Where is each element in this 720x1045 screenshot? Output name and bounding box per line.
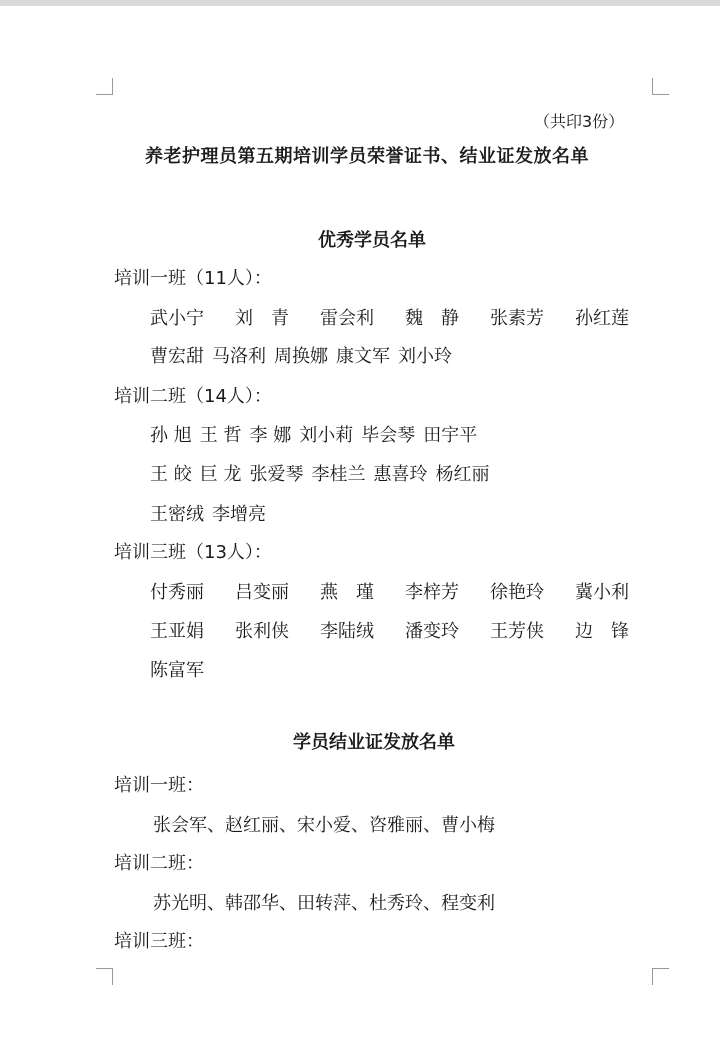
honor-class-2-row-1 (150, 423, 485, 449)
top-edge-bar (0, 0, 720, 6)
student-name: 徐艳玲 (490, 582, 544, 603)
student-name: 武小宁 (150, 308, 204, 329)
student-name: 曹宏甜 (150, 346, 204, 367)
student-name: 刘小玲 (398, 346, 452, 367)
student-name: 毕会琴 (361, 425, 416, 446)
student-name: 王 皎 (150, 464, 192, 485)
student-name: 张爱琴 (249, 464, 304, 485)
student-name: 边 锋 (575, 621, 629, 642)
student-name: 吕变丽 (235, 582, 289, 603)
student-name: 魏 静 (405, 308, 459, 329)
student-name: 李桂兰 (311, 464, 366, 485)
honor-class-2-label: 培训二班（14人）： (114, 386, 272, 407)
crop-mark-top-left (96, 78, 113, 95)
honor-class-1-label: 培训一班（11人）： (114, 268, 272, 289)
honor-class-1-row-2 (150, 344, 460, 370)
student-name: 杨红丽 (435, 464, 490, 485)
honor-class-2-row-3 (150, 502, 274, 528)
student-name: 刘 青 (235, 308, 289, 329)
certificate-class-1-label: 培训一班： (114, 775, 204, 796)
student-name: 雷会利 (320, 308, 374, 329)
student-name: 马洛利 (212, 346, 266, 367)
certificate-class-2-label: 培训二班： (114, 853, 204, 874)
student-name: 潘变玲 (405, 621, 459, 642)
certificate-class-1-names: 张会军、赵红丽、宋小爱、咨雅丽、曹小梅 (153, 815, 495, 836)
student-name: 康文军 (336, 346, 390, 367)
student-name: 王 哲 (199, 425, 242, 446)
honor-section-heading: 优秀学员名单 (318, 230, 426, 251)
student-name: 惠喜玲 (373, 464, 428, 485)
certificate-section-heading: 学员结业证发放名单 (293, 732, 455, 753)
student-name: 田宇平 (423, 425, 478, 446)
student-name: 李陆绒 (320, 621, 374, 642)
honor-class-3-row-2 (150, 619, 629, 645)
student-name: 陈富军 (150, 660, 204, 681)
student-name: 王亚娟 (150, 621, 204, 642)
student-name: 李梓芳 (405, 582, 459, 603)
student-name: 付秀丽 (150, 582, 204, 603)
student-name: 刘小莉 (299, 425, 354, 446)
document-title: 养老护理员第五期培训学员荣誉证书、结业证发放名单 (145, 146, 589, 167)
student-name: 张素芳 (490, 308, 544, 329)
honor-class-2-row-2 (150, 462, 497, 488)
student-name: 王密绒 (150, 504, 204, 525)
student-name: 冀小利 (575, 582, 629, 603)
crop-mark-bottom-left (96, 968, 113, 985)
crop-mark-top-right (652, 78, 669, 95)
student-name: 王芳侠 (490, 621, 544, 642)
student-name: 巨 龙 (199, 464, 242, 485)
copies-note: （共印3份） (534, 112, 625, 131)
student-name: 李增亮 (212, 504, 266, 525)
student-name: 孙红莲 (575, 308, 629, 329)
student-name: 周换娜 (274, 346, 328, 367)
honor-class-3-row-3 (150, 658, 204, 684)
certificate-class-2-names: 苏光明、韩邵华、田转萍、杜秀玲、程变利 (153, 893, 495, 914)
honor-class-3-label: 培训三班（13人）： (114, 542, 272, 563)
honor-class-1-row-1 (150, 306, 629, 332)
student-name: 李 娜 (249, 425, 292, 446)
certificate-class-3-label: 培训三班： (114, 931, 204, 952)
student-name: 燕 瑾 (320, 582, 374, 603)
student-name: 孙 旭 (150, 425, 192, 446)
honor-class-3-row-1 (150, 580, 629, 606)
crop-mark-bottom-right (652, 968, 669, 985)
student-name: 张利侠 (235, 621, 289, 642)
